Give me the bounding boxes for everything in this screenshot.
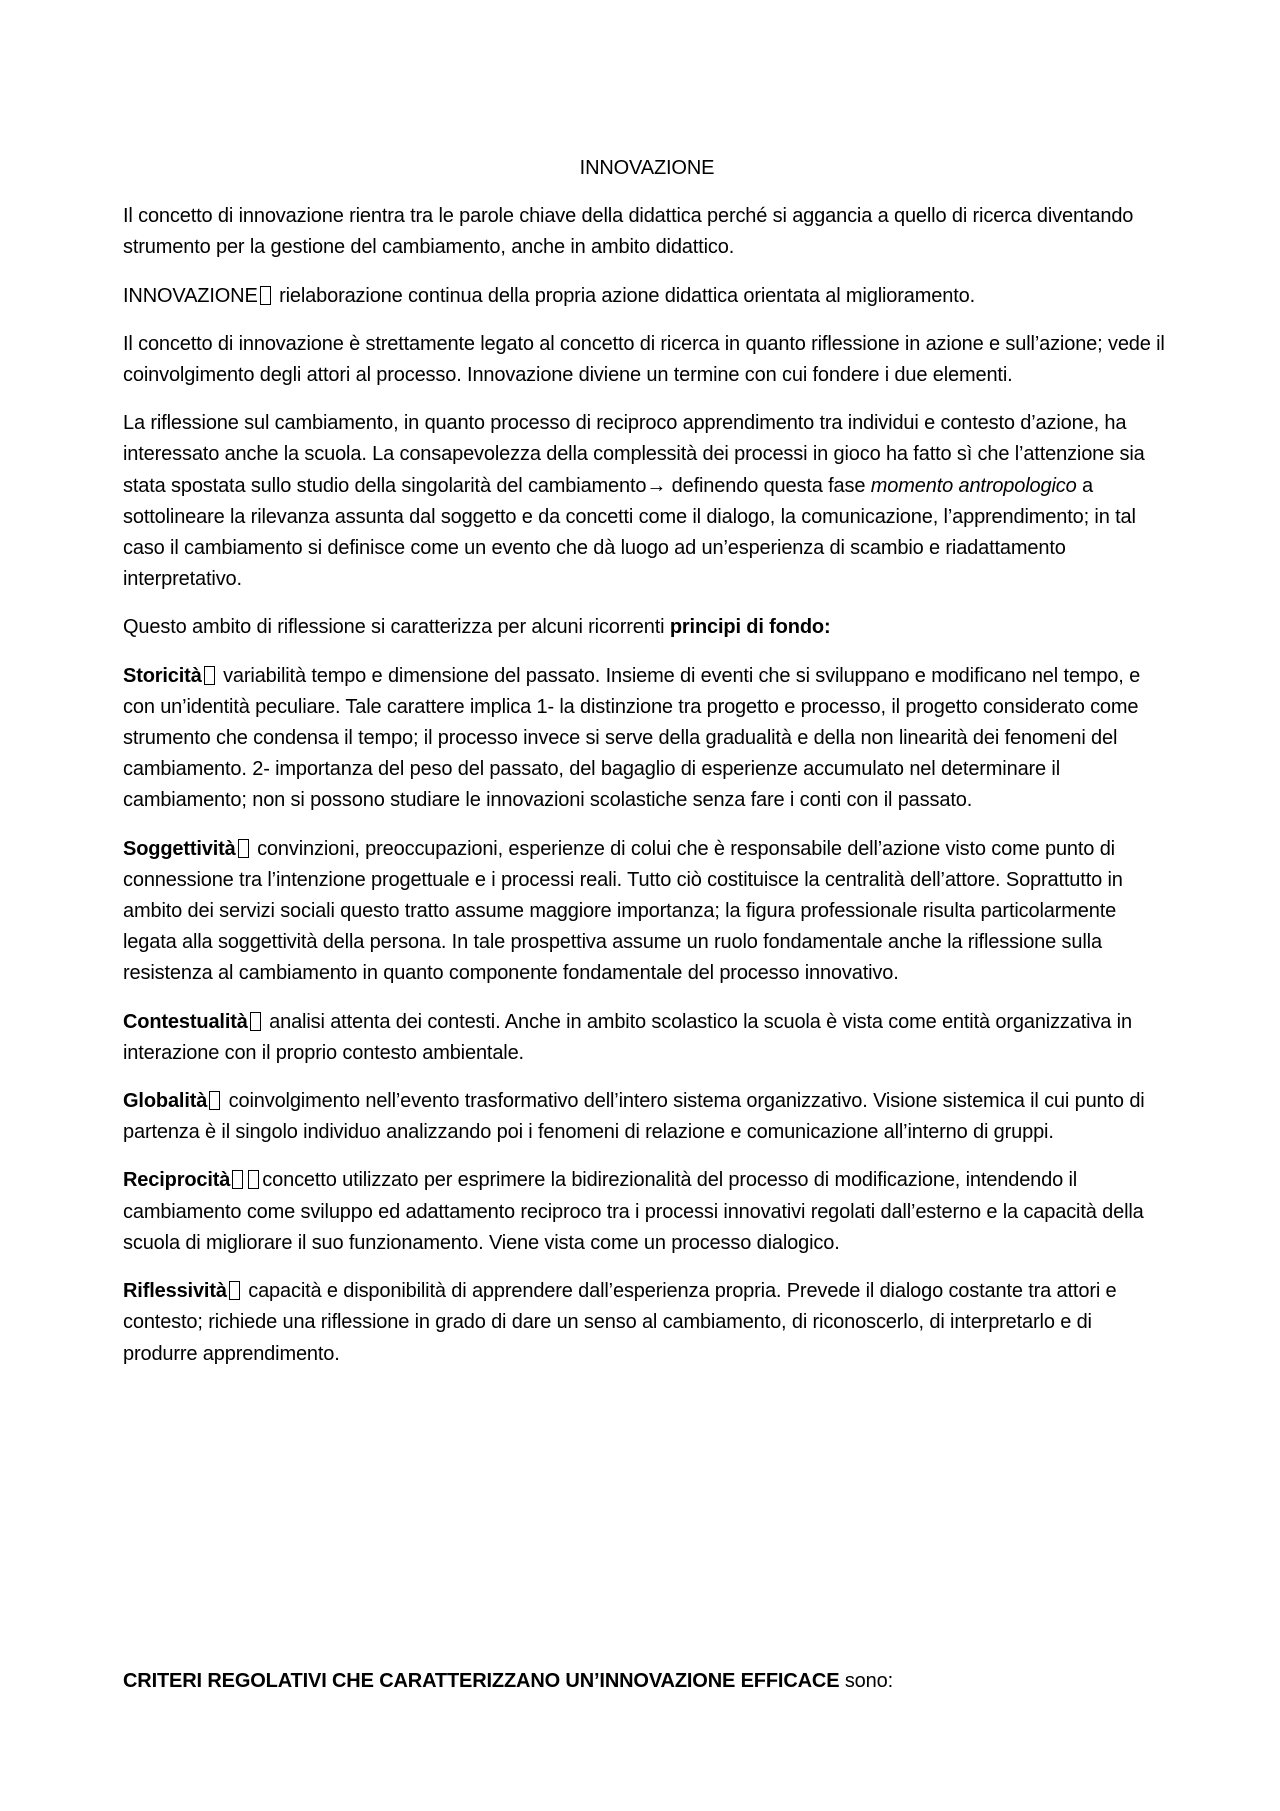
document-title: INNOVAZIONE (579, 157, 715, 179)
reflection-text-2: definendo questa fase (666, 474, 871, 497)
principle-term: Riflessività (123, 1280, 227, 1303)
reflection-text-3: a sottolineare la rilevanza assunta dal soggetto e da concetti come il dialogo, la comunicazione, l’apprendimento; in tal caso il cambiamento si definisce come un evento che dà luogo ad un’esperienza di scambio e riadattamento interpretativo. (123, 474, 1136, 591)
principle-reciprocita (123, 1165, 1171, 1259)
missing-glyph-icon (250, 1012, 261, 1031)
principles-intro-bold: principi di fondo: (669, 616, 831, 639)
right-arrow-icon: → (646, 474, 667, 497)
missing-glyph-icon (260, 286, 271, 305)
principle-globalita (123, 1086, 1171, 1148)
paragraph-research: Il concetto di innovazione è strettamente legato al concetto di ricerca in quanto riflessione in azione e sull’azione; vede il coinvolgimento degli attori al processo. Innovazione diviene un termine con cui fondere i due elementi. (123, 332, 1165, 387)
document-body (123, 153, 1171, 1387)
missing-glyph-icon (209, 1091, 220, 1110)
criteria-heading (123, 1666, 1171, 1697)
principle-text: variabilità tempo e dimensione del passato. Insieme di eventi che si sviluppano e modificano nel tempo, e con un’identità peculiare. Tale carattere implica 1- la distinzione tra progetto e processo, il progetto considerato come strumento che condensa il tempo; il processo invece si serve della gradualità e della non linearità dei fenomeni del cambiamento. 2- importanza del peso del passato, del bagaglio di esperienze accumulato nel determinare il cambiamento; non si possono studiare le innovazioni scolastiche senza fare i conti con il passato. (123, 664, 1141, 812)
principle-text: capacità e disponibilità di apprendere dall’esperienza propria. Prevede il dialogo costante tra attori e contesto; richiede una riflessione in grado di dare un senso al cambiamento, di riconoscerlo, di interpretarlo e di produrre apprendimento. (123, 1280, 1117, 1365)
paragraph-principles-intro (123, 612, 1171, 643)
principle-term: Storicità (123, 664, 202, 687)
principles-intro-text: Questo ambito di riflessione si caratterizza per alcuni ricorrenti (123, 616, 670, 639)
reflection-text-1: La riflessione sul cambiamento, in quanto processo di reciproco apprendimento tra individui e contesto d’azione, ha interessato anche la scuola. La consapevolezza della complessità dei processi in gioco ha fatto sì che l’attenzione sia stata spostata sullo studio della singolarità del cambiamento (123, 412, 1145, 497)
missing-glyph-icon (232, 1170, 243, 1189)
principle-soggettivita (123, 834, 1171, 990)
definition-lead: INNOVAZIONE (123, 284, 258, 307)
missing-glyph-icon (248, 1170, 259, 1189)
missing-glyph-icon (204, 666, 215, 685)
paragraph-definition (123, 281, 1171, 312)
principle-storicita (123, 661, 1171, 817)
paragraph-intro: Il concetto di innovazione rientra tra le parole chiave della didattica perché si aggancia a quello di ricerca diventando strumento per la gestione del cambiamento, anche in ambito didattico. (123, 205, 1134, 259)
reflection-italic-term: momento antropologico (870, 474, 1077, 497)
paragraph-reflection (123, 408, 1171, 595)
criteria-heading-text: sono: (839, 1670, 893, 1692)
principle-term: Reciprocità (123, 1169, 231, 1192)
principle-text: concetto utilizzato per esprimere la bidirezionalità del processo di modificazione, intendendo il cambiamento come sviluppo ed adattamento reciproco tra i processi innovativi regolati dall’esterno e la capacità della scuola di migliorare il suo funzionamento. Viene vista come un processo dialogico. (123, 1169, 1144, 1254)
principle-text: convinzioni, preoccupazioni, esperienze di colui che è responsabile dell’azione visto come punto di connessione tra l’intenzione progettuale e i processi reali. Tutto ciò costituisce la centralità dell’attore. Soprattutto in ambito dei servizi sociali questo tratto assume maggiore importanza; la figura professionale risulta particolarmente legata alla soggettività della persona. In tale prospettiva assume un ruolo fondamentale anche la riflessione sulla resistenza al cambiamento in quanto componente fondamentale del processo innovativo. (123, 837, 1123, 985)
principle-term: Globalità (123, 1090, 208, 1113)
principle-text: coinvolgimento nell’evento trasformativo dell’intero sistema organizzativo. Visione sistemica il cui punto di partenza è il singolo individuo analizzando poi i fenomeni di relazione e comunicazione all’interno di gruppi. (123, 1090, 1145, 1144)
principle-term: Soggettività (123, 837, 236, 860)
principle-riflessivita (123, 1276, 1171, 1370)
principle-contestualita (123, 1007, 1171, 1069)
definition-text: rielaborazione continua della propria azione didattica orientata al miglioramento. (273, 284, 975, 307)
missing-glyph-icon (238, 839, 249, 858)
missing-glyph-icon (229, 1281, 240, 1300)
principle-text: analisi attenta dei contesti. Anche in ambito scolastico la scuola è vista come entità organizzativa in interazione con il proprio contesto ambientale. (123, 1010, 1132, 1064)
criteria-heading-bold: CRITERI REGOLATIVI CHE CARATTERIZZANO UN’INNOVAZIONE EFFICACE (123, 1670, 840, 1692)
principle-term: Contestualità (123, 1010, 248, 1033)
